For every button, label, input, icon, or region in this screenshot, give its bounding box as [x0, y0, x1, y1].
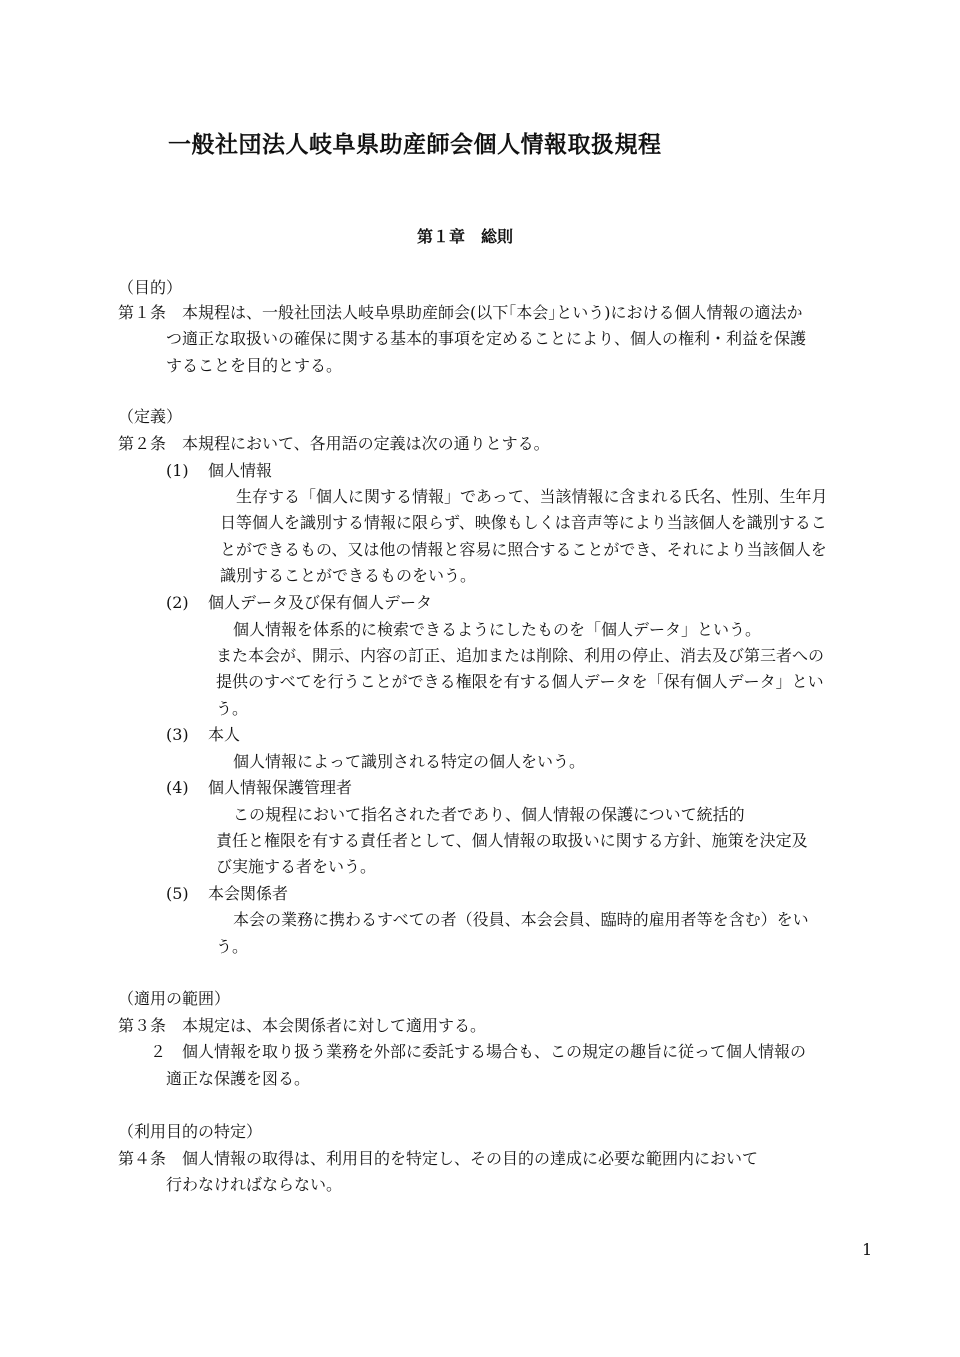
definition-line: この規程において指名された者であり、個人情報の保護について統括的: [233, 805, 745, 824]
page-number: 1: [862, 1240, 873, 1259]
article-2-lead: 第２条 本規程において、各用語の定義は次の通りとする。: [118, 434, 550, 453]
definition-line: また本会が、開示、内容の訂正、追加または削除、利用の停止、消去及び第三者への: [216, 646, 825, 665]
article-3-line: ２ 個人情報を取り扱う業務を外部に委託する場合も、この規定の趣旨に従って個人情報の: [150, 1042, 807, 1061]
definition-term: 個人情報: [208, 461, 273, 480]
definition-number: (4): [166, 778, 189, 797]
definition-term: 個人データ及び保有個人データ: [208, 593, 433, 612]
article-3-line: 第３条 本規定は、本会関係者に対して適用する。: [118, 1016, 487, 1035]
article-3-line: 適正な保護を図る。: [166, 1069, 311, 1088]
definition-line: び実施する者をいう。: [216, 857, 377, 876]
definition-line: 識別することができるものをいう。: [220, 566, 477, 585]
definition-term: 個人情報保護管理者: [208, 778, 353, 797]
article-1-line: することを目的とする。: [166, 356, 343, 375]
definition-term: 本人: [208, 725, 241, 744]
article-4-line: 行わなければならない。: [166, 1175, 343, 1194]
definition-line: とができるもの、又は他の情報と容易に照合することができ、それにより当該個人を: [220, 540, 827, 559]
definition-term: 本会関係者: [208, 884, 289, 903]
article-4-caption: （利用目的の特定）: [118, 1122, 263, 1141]
document-title: 一般社団法人岐阜県助産師会個人情報取扱規程: [168, 132, 662, 158]
definition-line: 日等個人を識別する情報に限らず、映像もしくは音声等により当該個人を識別するこ: [220, 513, 827, 532]
definition-line: 生存する「個人に関する情報」であって、当該情報に含まれる氏名、性別、生年月: [236, 487, 828, 506]
definition-number: (1): [166, 461, 189, 480]
definition-line: 提供のすべてを行うことができる権限を有する個人データを「保有個人データ」とい: [216, 672, 824, 691]
article-4-line: 第４条 個人情報の取得は、利用目的を特定し、その目的の達成に必要な範囲内において: [118, 1149, 759, 1168]
article-1-line: 第１条 本規程は、一般社団法人岐阜県助産師会(以下｢本会｣という)における個人情報の適法か: [118, 303, 803, 322]
definition-line: う。: [216, 937, 249, 956]
chapter-heading: 第１章 総則: [417, 227, 514, 246]
article-3-caption: （適用の範囲）: [118, 989, 231, 1008]
definition-line: 個人情報を体系的に検索できるようにしたものを「個人データ」という。: [233, 620, 762, 639]
definition-line: 個人情報によって識別される特定の個人をいう。: [233, 752, 586, 771]
definition-number: (3): [166, 725, 189, 744]
article-1-line: つ適正な取扱いの確保に関する基本的事項を定めることにより、個人の権利・利益を保護: [166, 329, 807, 348]
definition-line: 責任と権限を有する責任者として、個人情報の取扱いに関する方針、施策を決定及: [216, 831, 808, 850]
definition-line: う。: [216, 699, 249, 718]
definition-number: (2): [166, 593, 189, 612]
article-2-caption: （定義）: [118, 407, 183, 426]
definition-line: 本会の業務に携わるすべての者（役員、本会会員、臨時的雇用者等を含む）をい: [233, 910, 809, 929]
article-1-caption: （目的）: [118, 278, 183, 297]
definition-number: (5): [166, 884, 189, 903]
